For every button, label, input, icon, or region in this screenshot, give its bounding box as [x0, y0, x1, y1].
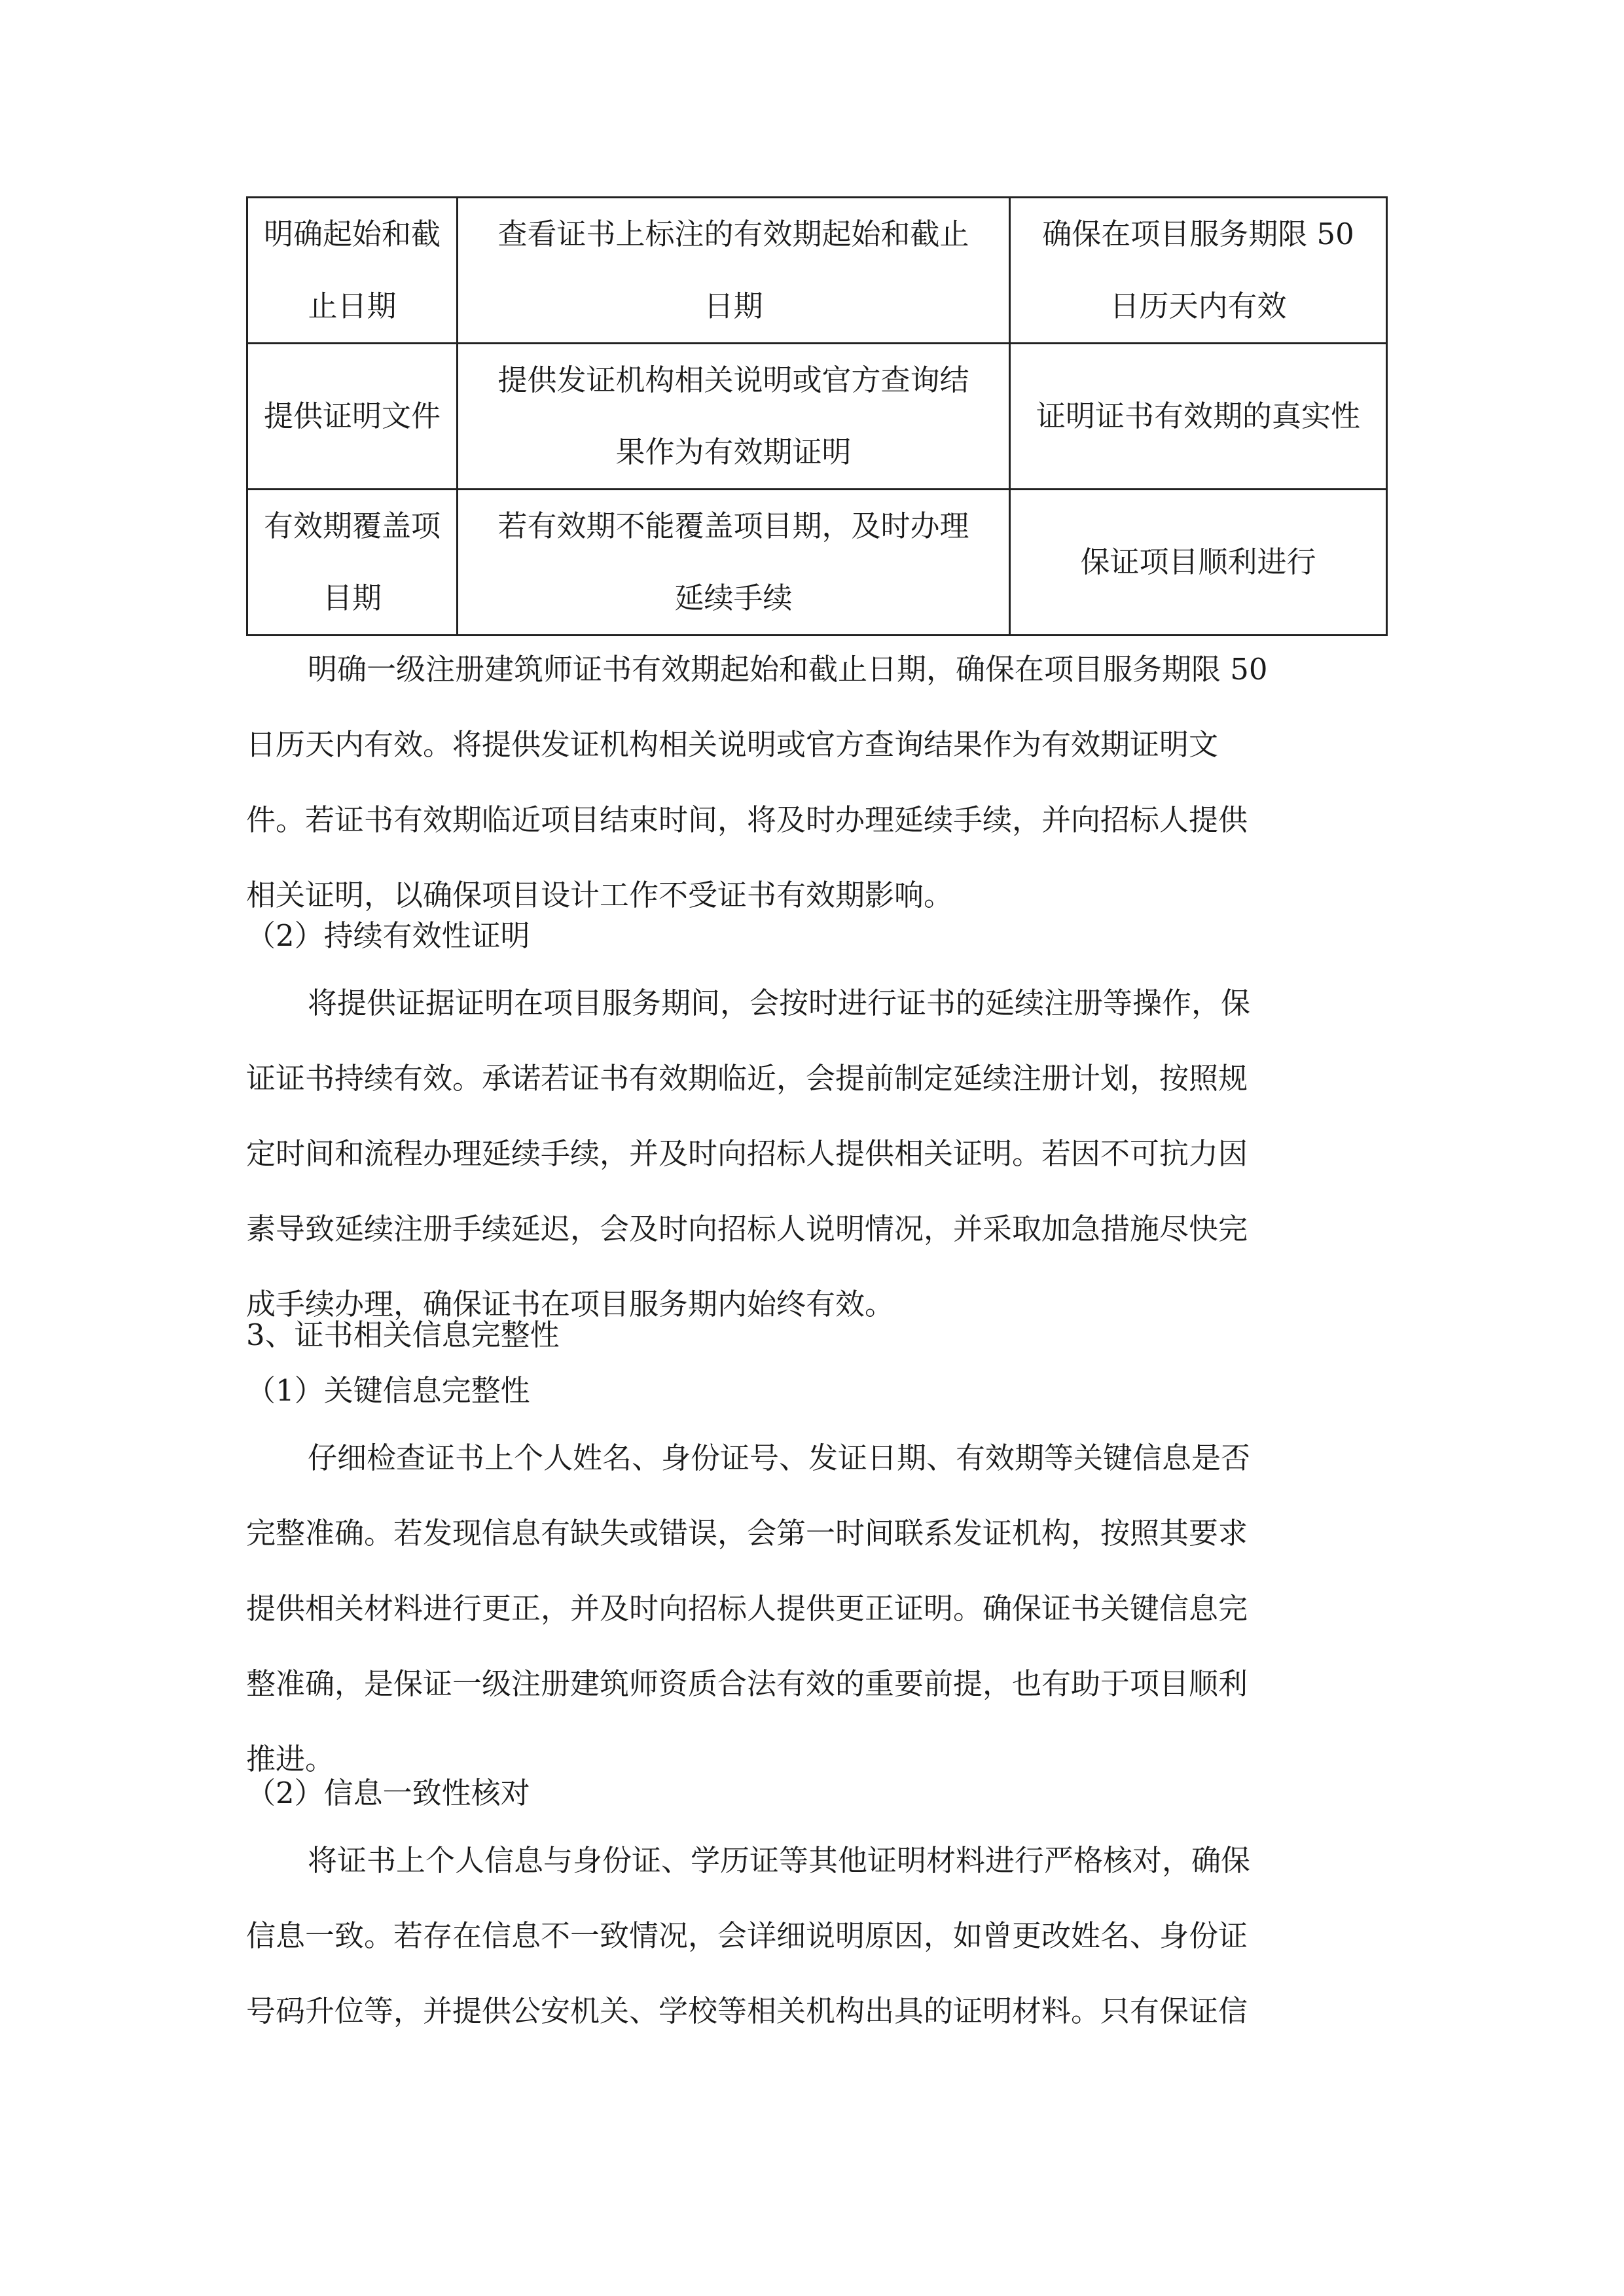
table-cell	[458, 198, 1010, 344]
paragraph-continuous-validity	[246, 965, 1386, 1342]
cell-text: 证明证书有效期的真实性	[1036, 399, 1360, 433]
section-heading: （2）信息一致性核对	[246, 1776, 530, 1810]
paragraph-line: 日历天内有效。将提供发证机构相关说明或官方查询结果作为有效期证明文	[246, 727, 1219, 762]
paragraph-info-consistency	[246, 1823, 1386, 2049]
cell-text: 保证项目顺利进行	[1080, 545, 1316, 579]
cell-text: 止日期	[308, 289, 397, 323]
table-cell	[1010, 490, 1387, 636]
table-cell	[458, 344, 1010, 490]
paragraph-line: 明确一级注册建筑师证书有效期起始和截止日期，确保在项目服务期限 50	[308, 652, 1268, 687]
paragraph-line: 号码升位等，并提供公安机关、学校等相关机构出具的证明材料。只有保证信	[246, 1994, 1248, 2028]
paragraph-line: 提供相关材料进行更正，并及时向招标人提供更正证明。确保证书关键信息完	[246, 1591, 1248, 1626]
paragraph-line: 仔细检查证书上个人姓名、身份证号、发证日期、有效期等关键信息是否	[308, 1441, 1251, 1475]
paragraph-line: 相关证明，以确保项目设计工作不受证书有效期影响。	[246, 878, 954, 912]
paragraph-key-info	[246, 1420, 1386, 1797]
paragraph-line: 整准确，是保证一级注册建筑师资质合法有效的重要前提，也有助于项目顺利	[246, 1666, 1248, 1701]
paragraph-line: 素导致延续注册手续延迟，会及时向招标人说明情况，并采取加急措施尽快完	[246, 1211, 1248, 1246]
section-heading: （1）关键信息完整性	[246, 1373, 530, 1408]
table-cell	[247, 344, 458, 490]
paragraph-validity-dates	[246, 632, 1386, 933]
paragraph-line: 件。若证书有效期临近项目结束时间，将及时办理延续手续，并向招标人提供	[246, 802, 1248, 837]
paragraph-line: 信息一致。若存在信息不一致情况，会详细说明原因，如曾更改姓名、身份证	[246, 1918, 1248, 1953]
cell-text: 果作为有效期证明	[615, 435, 852, 469]
cell-text: 日期	[704, 289, 763, 323]
section-heading: 3、证书相关信息完整性	[246, 1318, 560, 1352]
paragraph-line: 推进。	[246, 1742, 335, 1776]
cell-text: 日历天内有效	[1110, 289, 1287, 323]
paragraph-line: 将提供证据证明在项目服务期间，会按时进行证书的延续注册等操作，保	[308, 986, 1251, 1020]
paragraph-line: 证证书持续有效。承诺若证书有效期临近，会提前制定延续注册计划，按照规	[246, 1061, 1248, 1096]
section-heading: （2）持续有效性证明	[246, 918, 530, 953]
table-cell	[247, 490, 458, 636]
paragraph-line: 定时间和流程办理延续手续，并及时向招标人提供相关证明。若因不可抗力因	[246, 1136, 1248, 1171]
cell-text: 延续手续	[674, 581, 793, 615]
cell-text: 若有效期不能覆盖项目期，及时办理	[497, 509, 969, 543]
cell-text: 查看证书上标注的有效期起始和截止	[497, 217, 969, 251]
paragraph-line: 将证书上个人信息与身份证、学历证等其他证明材料进行严格核对，确保	[308, 1843, 1251, 1878]
table-row	[247, 490, 1387, 636]
cell-text: 目期	[322, 581, 382, 615]
paragraph-line: 完整准确。若发现信息有缺失或错误，会第一时间联系发证机构，按照其要求	[246, 1516, 1248, 1551]
cell-text: 提供发证机构相关说明或官方查询结	[497, 363, 969, 397]
table-cell	[247, 198, 458, 344]
paragraph-line: 成手续办理，确保证书在项目服务期内始终有效。	[246, 1287, 895, 1321]
table-row	[247, 198, 1387, 344]
table-row	[247, 344, 1387, 490]
table-cell	[458, 490, 1010, 636]
cell-text: 明确起始和截	[263, 217, 441, 251]
table-cell	[1010, 344, 1387, 490]
cell-text: 确保在项目服务期限 50	[1042, 217, 1354, 251]
cell-text: 提供证明文件	[263, 399, 441, 433]
cell-text: 有效期覆盖项	[263, 509, 441, 543]
table-cell	[1010, 198, 1387, 344]
validity-table	[246, 196, 1388, 636]
